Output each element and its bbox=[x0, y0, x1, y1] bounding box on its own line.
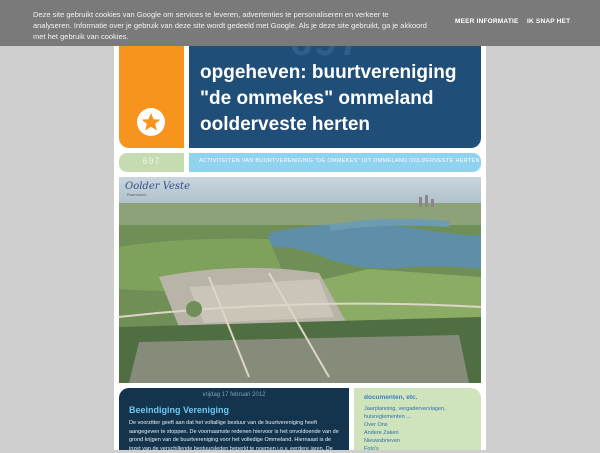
cookie-banner bbox=[0, 0, 600, 46]
aerial-photo-image bbox=[119, 177, 481, 383]
sidebar-link-jaarplanning[interactable]: Jaarplanning, vergaderverslagen, huisreglementen ... bbox=[364, 406, 446, 420]
blog-title[interactable]: opgeheven: buurtvereniging "de ommekes" ommeland oolderveste herten bbox=[200, 62, 457, 135]
header-aerial-photo bbox=[119, 177, 481, 383]
sidebar-link-fotos[interactable]: Foto's bbox=[364, 446, 379, 452]
tab-label: 697 bbox=[142, 156, 161, 166]
sidebar-links bbox=[364, 405, 481, 453]
post-body: De voorzitter geeft aan dat het voltallige bestuur van de buurtvereniging heeft aangegeven te stoppen. De voornaamste redenen hiervoor is het onvoldoende van de grond krijgen van de buurtvereniging voor het volledige Ommeland. Hiernaast is de inzet van de verschillende bestuursleden beperkt te noemen i.o.v. eerdere jaren. De bbox=[129, 420, 339, 452]
sidebar-link-nieuwsbrieven[interactable]: Nieuwsbrieven bbox=[364, 438, 401, 444]
sidebar-link-over-ons[interactable]: Over Ons bbox=[364, 422, 388, 428]
sidebar bbox=[354, 388, 481, 450]
star-logo[interactable] bbox=[137, 108, 165, 136]
blog-description: ACTIVITEITEN VAN BUURTVERENIGING "DE OMMEKES" UIT OMMELAND OOLDERVESTE HERTEN bbox=[199, 158, 480, 164]
sidebar-link-andere-zaken[interactable]: Andere Zaken bbox=[364, 430, 399, 436]
accept-cookies-button[interactable]: IK SNAP HET bbox=[527, 18, 571, 25]
more-info-button[interactable]: MEER INFORMATIE bbox=[455, 18, 519, 25]
cookie-message: Deze site gebruikt cookies van Google om services te leveren, advertenties te personaliseren en verkeer te analyseren. Informatie over je gebruik van deze site wordt gedeeld met Google. Als je deze site gebruikt, ga je akkoord met het gebruik van cookies. bbox=[33, 10, 427, 41]
post-title[interactable]: Beeindiging Vereniging bbox=[129, 405, 230, 415]
blog-post bbox=[119, 388, 349, 450]
post-date: vrijdag 17 februari 2012 bbox=[202, 392, 266, 398]
description-bar bbox=[189, 153, 481, 172]
star-icon bbox=[141, 112, 161, 132]
oolder-veste-logo: Oolder Veste bbox=[125, 181, 190, 192]
sidebar-title: documenten, etc. bbox=[364, 394, 418, 401]
oolder-veste-logo-sub: Roermond bbox=[127, 192, 146, 197]
green-tab bbox=[119, 153, 184, 172]
